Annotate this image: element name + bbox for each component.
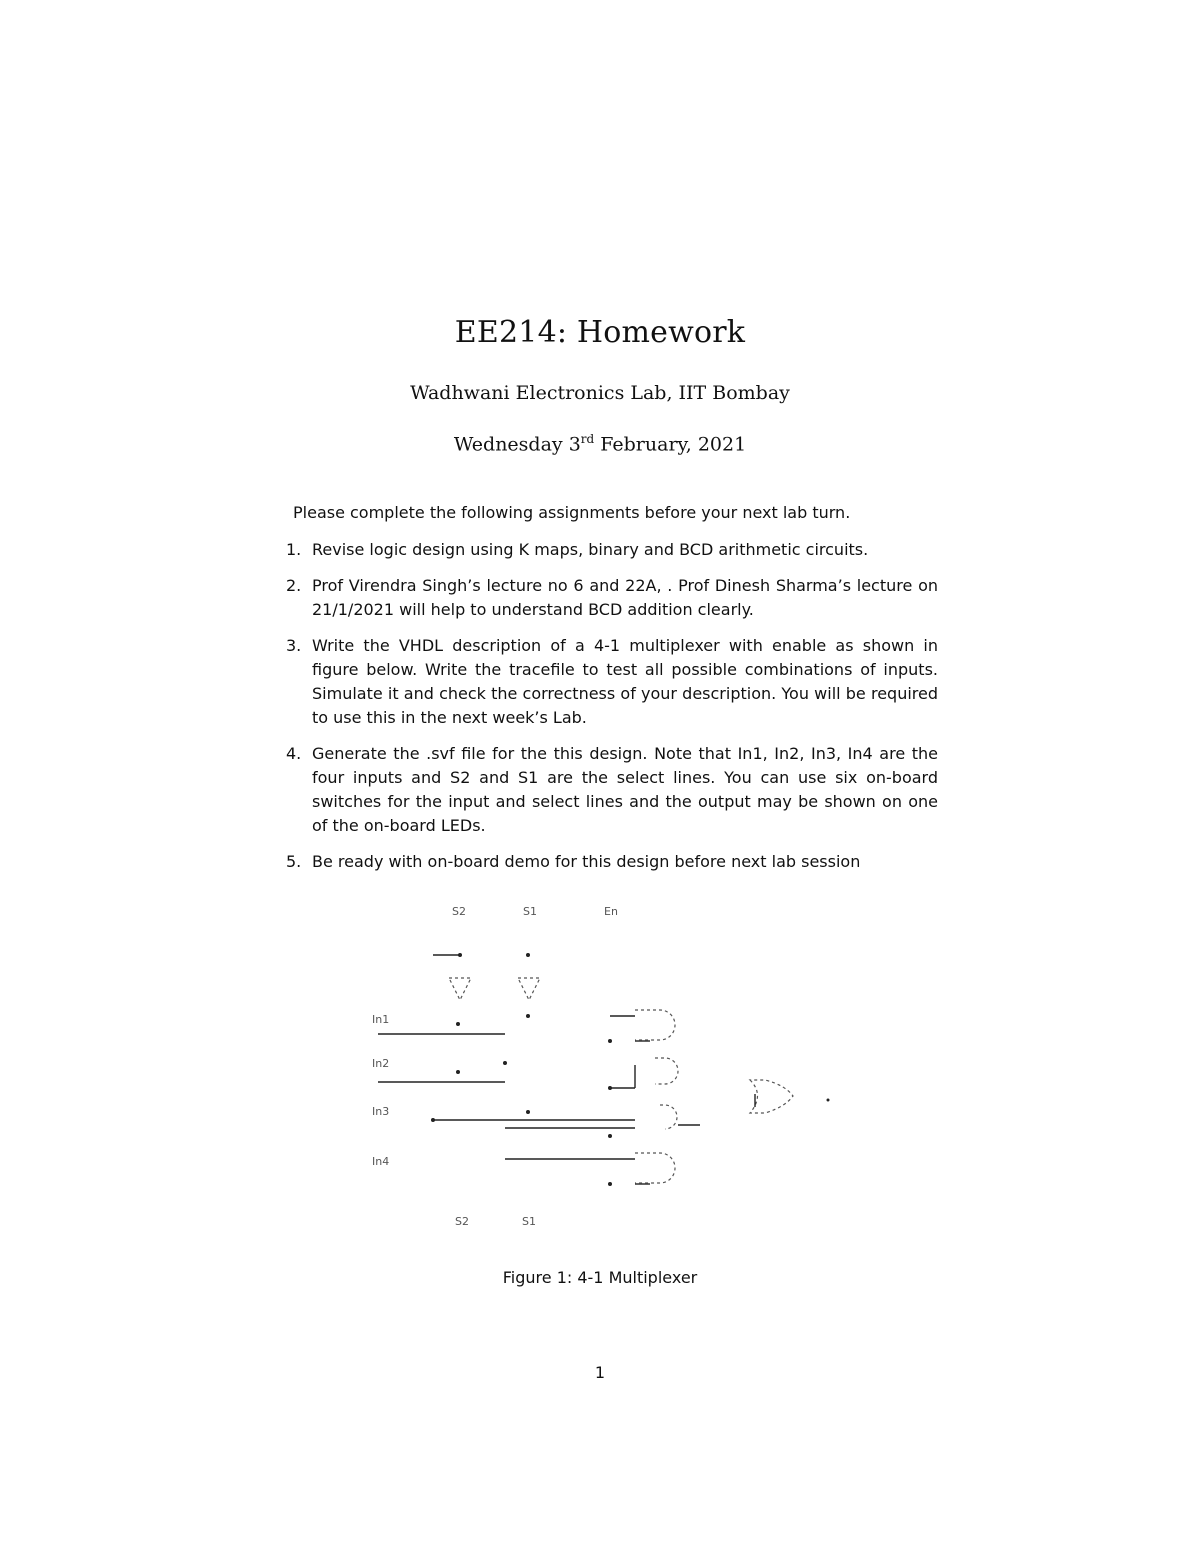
label-in1: In1 (372, 1013, 390, 1026)
and-gate-2 (655, 1058, 678, 1084)
intro-paragraph: Please complete the following assignments before your next lab turn. (293, 503, 851, 522)
item-text: Revise logic design using K maps, binary and BCD arithmetic circuits. (312, 540, 869, 559)
item-text: Prof Virendra Singh’s lecture no 6 and 22A, . Prof Dinesh Sharma’s lecture on 21/1/2021 will help to understand BCD addition clearly. (312, 576, 938, 619)
label-s2-top: S2 (452, 905, 466, 918)
or-gate (750, 1080, 793, 1113)
item-number: 2. (286, 576, 302, 595)
in3-select-node (526, 1110, 530, 1114)
and1-enable-node (608, 1039, 612, 1043)
and2-node (608, 1086, 612, 1090)
list-item (286, 574, 938, 622)
item-number: 5. (286, 852, 302, 871)
assignment-list (286, 538, 938, 886)
multiplexer-diagram (360, 895, 840, 1235)
date-suffix: February, 2021 (594, 433, 747, 456)
s2-node (458, 953, 462, 957)
list-item (286, 538, 938, 562)
item-number: 1. (286, 540, 302, 559)
item-number: 3. (286, 636, 302, 655)
label-s1-bottom: S1 (522, 1215, 536, 1228)
in1-node (456, 1022, 460, 1026)
document-date (0, 432, 1200, 455)
list-item (286, 634, 938, 730)
list-item (286, 850, 938, 874)
in2-select-node (503, 1061, 507, 1065)
in2-node (456, 1070, 460, 1074)
label-in2: In2 (372, 1057, 390, 1070)
label-in3: In3 (372, 1105, 390, 1118)
and-gate-3 (660, 1105, 677, 1129)
item-text: Be ready with on-board demo for this design before next lab session (312, 852, 861, 871)
multiplexer-circuit (360, 895, 840, 1235)
figure-caption: Figure 1: 4-1 Multiplexer (502, 1268, 698, 1287)
list-item (286, 742, 938, 838)
item-text: Write the VHDL description of a 4-1 multiplexer with enable as shown in figure below. Write the tracefile to test all possible combinations of inputs. Simulate it and check the correctness of your description. You will be required to use this in the next week’s Lab. (312, 636, 938, 727)
item-number: 4. (286, 744, 302, 763)
s1-node (526, 953, 530, 957)
s1-inverter (518, 978, 540, 1000)
page-number: 1 (594, 1363, 606, 1382)
item-text: Generate the .svf file for the this design. Note that In1, In2, In3, In4 are the four inputs and S2 and S1 are the select lines. You can use six on-board switches for the input and select lines and the output may be shown on one of the on-board LEDs. (312, 744, 938, 835)
document-title: EE214: Homework (454, 315, 746, 350)
in4-enable-node (608, 1182, 612, 1186)
label-in4: In4 (372, 1155, 390, 1168)
output-node (827, 1099, 830, 1102)
and-gate-1 (635, 1010, 675, 1040)
in3-enable-node (608, 1134, 612, 1138)
s2-inverter (449, 978, 471, 1000)
in1-select-node (526, 1014, 530, 1018)
document-subtitle: Wadhwani Electronics Lab, IIT Bombay (410, 382, 790, 404)
label-en-top: En (604, 905, 618, 918)
date-ordinal: rd (580, 432, 595, 446)
date-prefix: Wednesday 3 (453, 433, 581, 456)
label-s2-bottom: S2 (455, 1215, 469, 1228)
in3-node (431, 1118, 435, 1122)
label-s1-top: S1 (523, 905, 537, 918)
and-gate-4 (635, 1153, 675, 1183)
